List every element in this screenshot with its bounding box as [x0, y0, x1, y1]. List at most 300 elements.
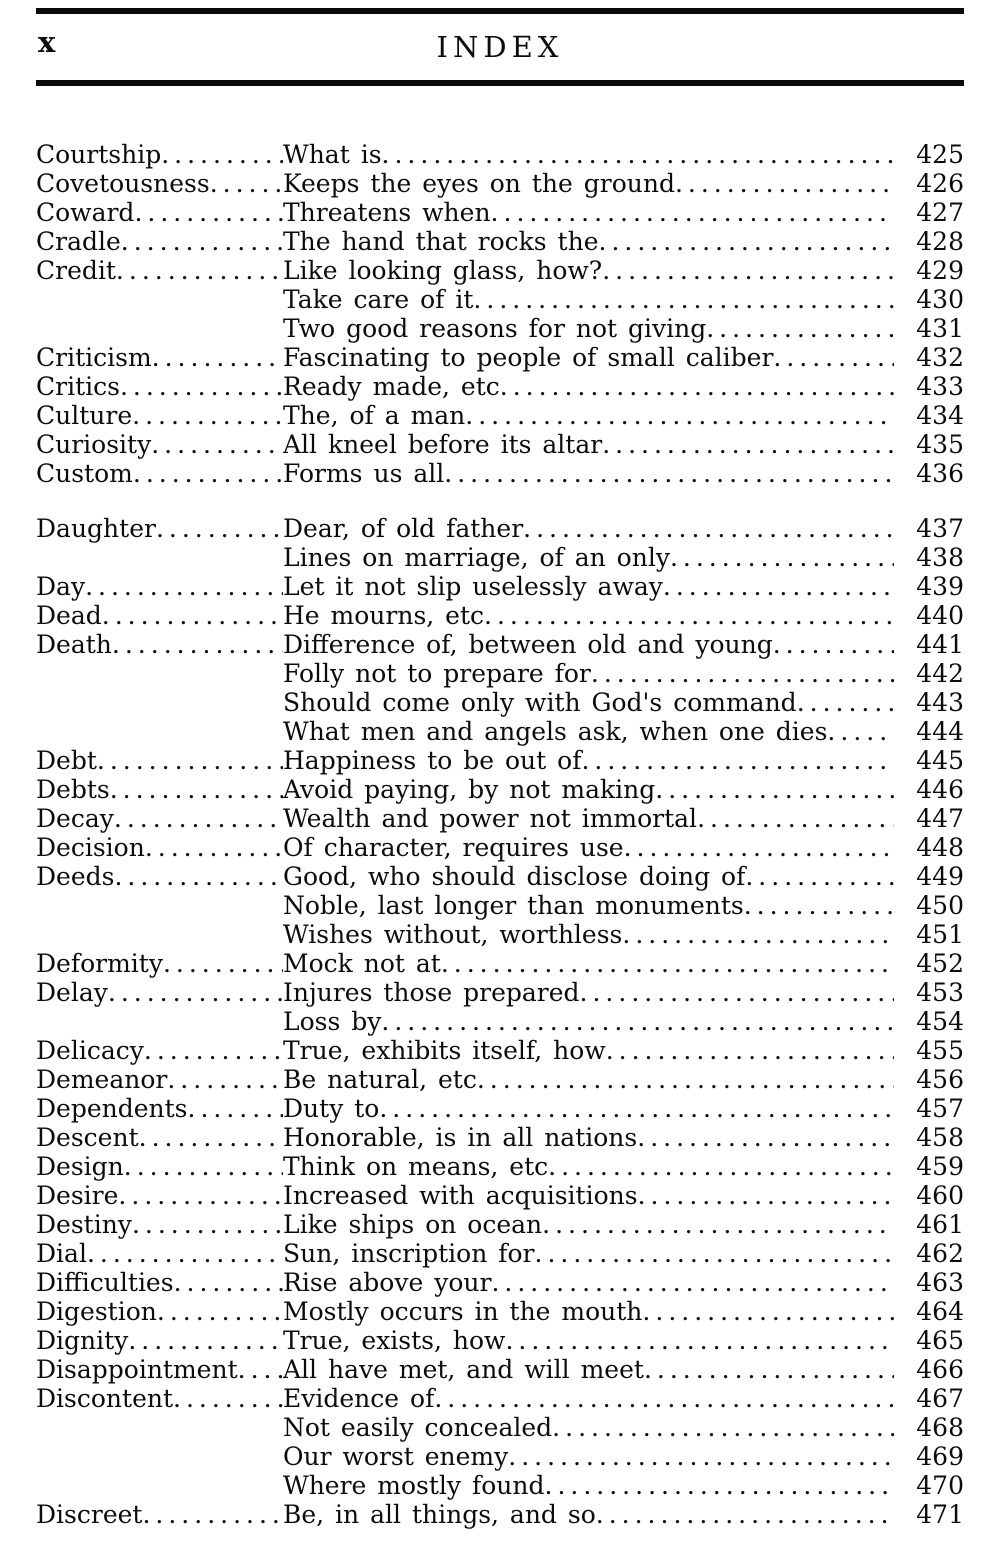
dot-leader: [142, 1500, 283, 1529]
index-entry-row: [36, 659, 964, 688]
entry-term: [36, 227, 283, 256]
entry-description: [283, 1355, 894, 1384]
index-entry-row: [36, 514, 964, 543]
index-entry-row: [36, 949, 964, 978]
entry-term-text: Criticism: [36, 343, 152, 372]
entry-term: [36, 601, 283, 630]
entry-description: [283, 227, 894, 256]
entry-term-text: Day: [36, 572, 86, 601]
index-entry-row: [36, 256, 964, 285]
entry-term: [36, 1355, 283, 1384]
entry-term: [36, 1239, 283, 1268]
dot-leader: [602, 430, 894, 459]
entry-description-text: Evidence of: [283, 1384, 435, 1413]
dot-leader: [484, 601, 894, 630]
entry-page-number: 459: [916, 1152, 964, 1181]
entry-page-number: 434: [916, 401, 964, 430]
entry-term: [36, 1094, 283, 1123]
index-entry-row: [36, 1239, 964, 1268]
dot-leader: [581, 746, 894, 775]
entry-page-number: 464: [916, 1297, 964, 1326]
dot-leader: [145, 833, 283, 862]
entry-description: [283, 1210, 894, 1239]
entry-description-text: All have met, and will meet: [283, 1355, 644, 1384]
dot-leader: [85, 572, 283, 601]
index-entry-row: [36, 1326, 964, 1355]
dot-leader: [663, 572, 894, 601]
entry-description: [283, 285, 894, 314]
entry-term: [36, 198, 283, 227]
entry-term-text: Disappointment: [36, 1355, 238, 1384]
entry-description: [283, 1123, 894, 1152]
dot-leader: [548, 1152, 894, 1181]
entry-description: [283, 1442, 894, 1471]
entry-term: [36, 1123, 283, 1152]
dot-leader: [441, 949, 894, 978]
entry-page-number: 444: [916, 717, 964, 746]
index-entry-row: [36, 862, 964, 891]
entry-term: [36, 430, 283, 459]
dot-leader: [797, 688, 894, 717]
entry-description-text: Lines on marriage, of an only: [283, 543, 670, 572]
entry-description-text: Take care of it: [283, 285, 474, 314]
entry-description: [283, 920, 894, 949]
entry-term-text: Discontent: [36, 1384, 174, 1413]
entry-page-number: 430: [916, 285, 964, 314]
entry-page-number: 432: [916, 343, 964, 372]
entry-page-number: 468: [916, 1413, 964, 1442]
entry-term-text: Dead: [36, 601, 102, 630]
dot-leader: [102, 601, 283, 630]
dot-leader: [152, 343, 283, 372]
entry-description: [283, 630, 894, 659]
dot-leader: [655, 775, 894, 804]
entry-page-number: 455: [916, 1036, 964, 1065]
entry-term: [36, 1297, 283, 1326]
dot-leader: [637, 1123, 894, 1152]
entry-page-number: 470: [916, 1471, 964, 1500]
entry-description: [283, 1094, 894, 1123]
entry-term: [36, 804, 283, 833]
entry-term: [36, 1326, 283, 1355]
entry-description-text: Of character, requires use: [283, 833, 624, 862]
entry-description: [283, 717, 894, 746]
entry-description: [283, 430, 894, 459]
entry-term: [36, 1036, 283, 1065]
dot-leader: [161, 140, 283, 169]
dot-leader: [465, 401, 894, 430]
entry-description-text: Mock not at: [283, 949, 441, 978]
entry-term-text: Demeanor: [36, 1065, 168, 1094]
index-group: [36, 514, 964, 1529]
dot-leader: [173, 1384, 283, 1413]
entry-description-text: Rise above your: [283, 1268, 492, 1297]
entry-description-text: The hand that rocks the: [283, 227, 599, 256]
dot-leader: [670, 543, 894, 572]
entry-description-text: Mostly occurs in the mouth: [283, 1297, 643, 1326]
index-entry-row: [36, 372, 964, 401]
dot-leader: [174, 1268, 283, 1297]
dot-leader: [128, 1326, 283, 1355]
entry-term-text: Covetousness: [36, 169, 210, 198]
entry-page-number: 449: [916, 862, 964, 891]
entry-description-text: Happiness to be out of: [283, 746, 582, 775]
dot-leader: [97, 746, 283, 775]
index-entry-row: [36, 1210, 964, 1239]
dot-leader: [132, 1210, 283, 1239]
index-group: [36, 140, 964, 488]
index-entry-row: [36, 430, 964, 459]
entry-page-number: 460: [916, 1181, 964, 1210]
dot-leader: [108, 978, 283, 1007]
entry-page-number: 438: [916, 543, 964, 572]
entry-page-number: 456: [916, 1065, 964, 1094]
entry-term-text: Custom: [36, 459, 133, 488]
entry-term: [36, 1210, 283, 1239]
index-entry-row: [36, 833, 964, 862]
folio-page-number: x: [38, 25, 56, 59]
entry-term-text: Dial: [36, 1239, 87, 1268]
entry-description-text: Avoid paying, by not making: [283, 775, 656, 804]
dot-leader: [124, 1152, 283, 1181]
entry-description: [283, 601, 894, 630]
entry-term-text: Culture: [36, 401, 133, 430]
entry-description-text: What men and angels ask, when one dies: [283, 717, 828, 746]
dot-leader: [827, 717, 894, 746]
dot-leader: [114, 862, 283, 891]
entry-page-number: 448: [916, 833, 964, 862]
index-entry-row: [36, 775, 964, 804]
entry-term: [36, 949, 283, 978]
entry-description: [283, 978, 894, 1007]
entry-description: [283, 804, 894, 833]
index-entry-row: [36, 1384, 964, 1413]
entry-description: [283, 198, 894, 227]
dot-leader: [132, 401, 283, 430]
entry-term-text: Decision: [36, 833, 145, 862]
entry-description-text: Good, who should disclose doing of: [283, 862, 746, 891]
entry-description-text: Wealth and power not immortal: [283, 804, 698, 833]
dot-leader: [580, 978, 894, 1007]
entry-term: [36, 630, 283, 659]
dot-leader: [238, 1355, 283, 1384]
entry-term-text: Desire: [36, 1181, 119, 1210]
entry-page-number: 433: [916, 372, 964, 401]
entry-term: [36, 775, 283, 804]
entry-description-text: Should come only with God's command: [283, 688, 797, 717]
entry-page-number: 431: [916, 314, 964, 343]
dot-leader: [706, 314, 894, 343]
entry-page-number: 453: [916, 978, 964, 1007]
entry-description-text: Our worst enemy: [283, 1442, 509, 1471]
entry-description: [283, 775, 894, 804]
dot-leader: [120, 372, 283, 401]
entry-term: [36, 401, 283, 430]
header-rule: [36, 80, 964, 86]
entry-description: [283, 688, 894, 717]
dot-leader: [744, 891, 894, 920]
entry-term-text: Dependents: [36, 1094, 188, 1123]
index-entry-row: [36, 717, 964, 746]
dot-leader: [622, 920, 894, 949]
entry-page-number: 452: [916, 949, 964, 978]
entry-description-text: Injures those prepared: [283, 978, 580, 1007]
dot-leader: [500, 372, 894, 401]
index-entry-row: [36, 285, 964, 314]
entry-description-text: All kneel before its altar: [283, 430, 603, 459]
entry-description-text: Dear, of old father: [283, 514, 524, 543]
index-entry-row: [36, 198, 964, 227]
entry-term-text: Difficulties: [36, 1268, 174, 1297]
index-entry-row: [36, 459, 964, 488]
entry-description: [283, 833, 894, 862]
entry-page-number: 462: [916, 1239, 964, 1268]
entry-page-number: 457: [916, 1094, 964, 1123]
index-entry-row: [36, 891, 964, 920]
entry-page-number: 454: [916, 1007, 964, 1036]
index-entry-row: [36, 543, 964, 572]
entry-term: [36, 746, 283, 775]
entry-page-number: 441: [916, 630, 964, 659]
dot-leader: [144, 1036, 283, 1065]
entry-page-number: 440: [916, 601, 964, 630]
index-entry-row: [36, 227, 964, 256]
entry-description: [283, 659, 894, 688]
entry-term-text: Critics: [36, 372, 120, 401]
dot-leader: [523, 514, 894, 543]
entry-term: [36, 169, 283, 198]
entry-description: [283, 514, 894, 543]
index-entries: [36, 140, 964, 1529]
dot-leader: [112, 630, 283, 659]
entry-page-number: 435: [916, 430, 964, 459]
dot-leader: [116, 256, 283, 285]
dot-leader: [596, 1500, 894, 1529]
index-entry-row: [36, 169, 964, 198]
entry-page-number: 425: [916, 140, 964, 169]
dot-leader: [545, 1471, 895, 1500]
entry-description-text: Duty to: [283, 1094, 380, 1123]
entry-term: [36, 833, 283, 862]
dot-leader: [535, 1239, 895, 1268]
dot-leader: [602, 256, 894, 285]
entry-page-number: 465: [916, 1326, 964, 1355]
entry-term: [36, 372, 283, 401]
entry-description-text: Keeps the eyes on the ground: [283, 169, 675, 198]
entry-term-text: Descent: [36, 1123, 139, 1152]
entry-description: [283, 169, 894, 198]
dot-leader: [434, 1384, 894, 1413]
index-entry-row: [36, 978, 964, 1007]
entry-term: [36, 978, 283, 1007]
entry-page-number: 447: [916, 804, 964, 833]
index-entry-row: [36, 1268, 964, 1297]
entry-page-number: 463: [916, 1268, 964, 1297]
index-entry-row: [36, 572, 964, 601]
entry-description-text: Like looking glass, how?: [283, 256, 603, 285]
dot-leader: [134, 198, 283, 227]
entry-description: [283, 543, 894, 572]
entry-term: [36, 1181, 283, 1210]
index-entry-row: [36, 1036, 964, 1065]
dot-leader: [638, 1181, 894, 1210]
entry-page-number: 427: [916, 198, 964, 227]
entry-description-text: Two good reasons for not giving: [283, 314, 707, 343]
entry-description-text: He mourns, etc: [283, 601, 485, 630]
page-title: INDEX: [436, 29, 564, 64]
dot-leader: [591, 659, 894, 688]
entry-page-number: 428: [916, 227, 964, 256]
dot-leader: [121, 227, 283, 256]
entry-description-text: The, of a man: [283, 401, 466, 430]
entry-description-text: Honorable, is in all nations: [283, 1123, 638, 1152]
entry-term-text: Credit: [36, 256, 116, 285]
index-entry-row: [36, 343, 964, 372]
entry-page-number: 450: [916, 891, 964, 920]
dot-leader: [644, 1355, 894, 1384]
index-entry-row: [36, 1065, 964, 1094]
dot-leader: [599, 227, 895, 256]
index-entry-row: [36, 1297, 964, 1326]
entry-term-text: Decay: [36, 804, 114, 833]
dot-leader: [697, 804, 894, 833]
entry-description-text: Folly not to prepare for: [283, 659, 591, 688]
index-entry-row: [36, 601, 964, 630]
entry-description: [283, 256, 894, 285]
index-entry-row: [36, 314, 964, 343]
entry-description: [283, 1471, 894, 1500]
dot-leader: [477, 1065, 894, 1094]
entry-description: [283, 1181, 894, 1210]
entry-description: [283, 1239, 894, 1268]
index-entry-row: [36, 1123, 964, 1152]
entry-description-text: Ready made, etc: [283, 372, 500, 401]
entry-description: [283, 372, 894, 401]
dot-leader: [491, 1268, 894, 1297]
index-entry-row: [36, 804, 964, 833]
dot-leader: [379, 1094, 894, 1123]
entry-description: [283, 891, 894, 920]
index-entry-row: [36, 920, 964, 949]
dot-leader: [210, 169, 283, 198]
entry-description: [283, 949, 894, 978]
entry-description-text: Fascinating to people of small caliber: [283, 343, 774, 372]
entry-description-text: True, exists, how: [283, 1326, 506, 1355]
dot-leader: [139, 1123, 283, 1152]
entry-term-text: Deeds: [36, 862, 115, 891]
entry-page-number: 451: [916, 920, 964, 949]
entry-term: [36, 1152, 283, 1181]
entry-term: [36, 343, 283, 372]
entry-page-number: 446: [916, 775, 964, 804]
entry-description: [283, 314, 894, 343]
entry-page-number: 467: [916, 1384, 964, 1413]
dot-leader: [114, 804, 283, 833]
entry-page-number: 439: [916, 572, 964, 601]
dot-leader: [552, 1413, 894, 1442]
dot-leader: [491, 198, 894, 227]
entry-page-number: 471: [916, 1500, 964, 1529]
index-entry-row: [36, 401, 964, 430]
entry-page-number: 437: [916, 514, 964, 543]
dot-leader: [675, 169, 894, 198]
dot-leader: [773, 343, 894, 372]
entry-term-text: Destiny: [36, 1210, 132, 1239]
entry-description: [283, 1297, 894, 1326]
dot-leader: [157, 1297, 283, 1326]
index-entry-row: [36, 1442, 964, 1471]
entry-description-text: True, exhibits itself, how: [283, 1036, 606, 1065]
entry-page-number: 445: [916, 746, 964, 775]
entry-term-text: Daughter: [36, 514, 156, 543]
dot-leader: [773, 630, 894, 659]
entry-term: [36, 459, 283, 488]
dot-leader: [381, 1007, 894, 1036]
index-entry-row: [36, 1500, 964, 1529]
entry-term-text: Death: [36, 630, 112, 659]
entry-description: [283, 140, 894, 169]
entry-description-text: Wishes without, worthless: [283, 920, 623, 949]
entry-description-text: Not easily concealed: [283, 1413, 553, 1442]
entry-term: [36, 572, 283, 601]
entry-page-number: 443: [916, 688, 964, 717]
entry-page-number: 469: [916, 1442, 964, 1471]
dot-leader: [505, 1326, 894, 1355]
entry-description-text: What is: [283, 140, 382, 169]
entry-page-number: 442: [916, 659, 964, 688]
entry-description-text: Forms us all: [283, 459, 445, 488]
dot-leader: [745, 862, 894, 891]
entry-description: [283, 1152, 894, 1181]
entry-term: [36, 1268, 283, 1297]
entry-term-text: Discreet: [36, 1500, 143, 1529]
entry-term-text: Digestion: [36, 1297, 157, 1326]
entry-description-text: Difference of, between old and young: [283, 630, 773, 659]
entry-description: [283, 572, 894, 601]
entry-term: [36, 256, 283, 285]
entry-page-number: 429: [916, 256, 964, 285]
entry-description-text: Threatens when: [283, 198, 491, 227]
entry-term-text: Courtship: [36, 140, 162, 169]
dot-leader: [133, 459, 283, 488]
entry-description: [283, 343, 894, 372]
entry-description: [283, 1326, 894, 1355]
dot-leader: [542, 1210, 894, 1239]
entry-description-text: Where mostly found: [283, 1471, 545, 1500]
index-entry-row: [36, 630, 964, 659]
dot-leader: [444, 459, 894, 488]
dot-leader: [110, 775, 283, 804]
index-entry-row: [36, 1007, 964, 1036]
index-entry-row: [36, 1181, 964, 1210]
dot-leader: [624, 833, 894, 862]
entry-page-number: 466: [916, 1355, 964, 1384]
entry-page-number: 436: [916, 459, 964, 488]
entry-term: [36, 140, 283, 169]
index-entry-row: [36, 1094, 964, 1123]
dot-leader: [642, 1297, 894, 1326]
entry-description-text: Be, in all things, and so: [283, 1500, 596, 1529]
entry-description: [283, 746, 894, 775]
index-entry-row: [36, 746, 964, 775]
dot-leader: [151, 430, 283, 459]
entry-term-text: Dignity: [36, 1326, 129, 1355]
dot-leader: [188, 1094, 283, 1123]
entry-description: [283, 1065, 894, 1094]
entry-description-text: Be natural, etc: [283, 1065, 477, 1094]
entry-term: [36, 1384, 283, 1413]
index-entry-row: [36, 1413, 964, 1442]
